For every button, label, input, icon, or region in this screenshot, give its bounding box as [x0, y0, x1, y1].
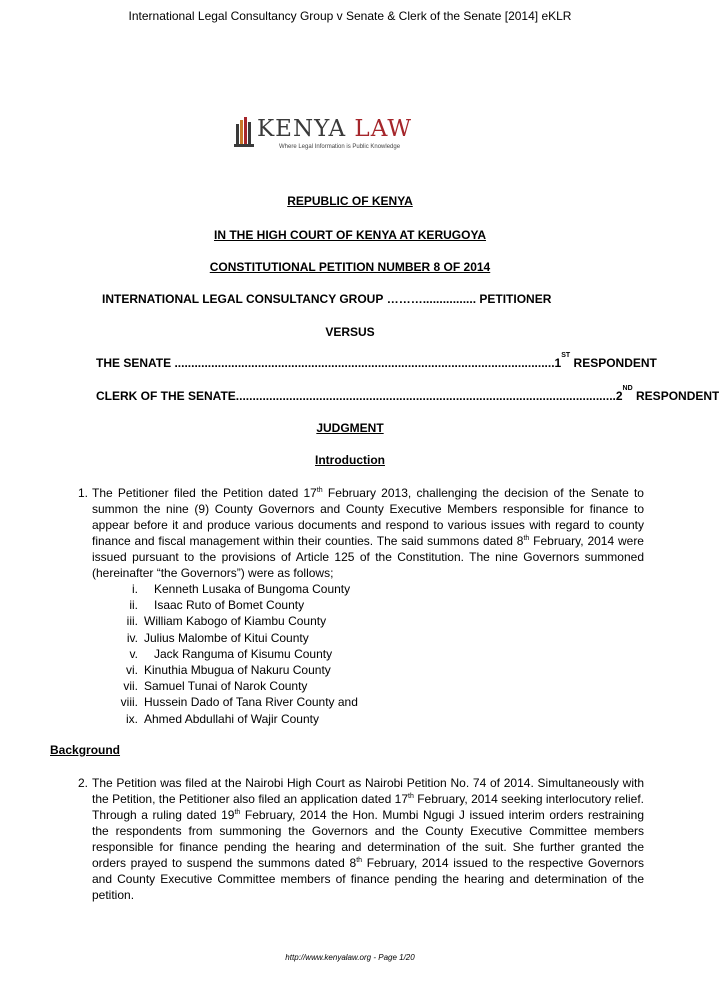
petitioner-role: PETITIONER	[479, 292, 552, 306]
background-heading: Background	[50, 743, 121, 757]
list-numeral: v.	[129, 646, 138, 661]
governor-name: Kinuthia Mbugua of Nakuru County	[144, 663, 331, 678]
dot-leader: ..................................................................................................................	[174, 356, 555, 370]
paragraph-2	[78, 775, 644, 903]
paragraph-number: 1.	[78, 486, 89, 500]
governor-list-item	[110, 630, 358, 646]
governor-name: Kenneth Lusaka of Bungoma County	[154, 582, 351, 596]
text: February, 2014 issued to the respective Governors and County Executive Committee members of finance pending the hearing and determination of the petition.	[92, 856, 644, 902]
petitioner-line	[102, 292, 590, 306]
list-numeral: i.	[132, 582, 138, 596]
respondent-ordinal: 1	[554, 356, 562, 370]
paragraph-1	[78, 485, 644, 581]
governor-name: Samuel Tunai of Narok County	[144, 679, 308, 694]
respondent-role: RESPONDENT	[636, 389, 719, 403]
petitioner-name: INTERNATIONAL LEGAL CONSULTANCY GROUP	[102, 292, 384, 306]
respondent-1-line	[96, 352, 657, 370]
list-numeral: vi.	[126, 663, 138, 678]
text: February 2013, challenging the decision of the Senate to summon the nine (9) County Governors and County Executive Members responsible for finance to appear before it and produce various documents and respond to various issues with regard to county finance and fiscal management within their counties. The said summons dated 8	[92, 486, 644, 548]
governor-list-item	[110, 597, 358, 613]
text: The Petition was filed at the Nairobi High Court as Nairobi Petition No. 74 of 2014. Simultaneously with the Petition, the Petitioner also filed an application dated 17	[92, 776, 644, 806]
governor-name: Julius Malombe of Kitui County	[144, 630, 309, 645]
list-numeral: ii.	[129, 598, 138, 613]
governor-name: Jack Ranguma of Kisumu County	[154, 646, 333, 661]
kenya-law-logo	[233, 114, 433, 154]
governor-list-item	[110, 613, 358, 629]
governor-list-item	[110, 694, 358, 710]
governor-list-item	[110, 662, 358, 678]
dot-leader: ..................................................................................................................	[235, 389, 616, 403]
petition-number-heading: CONSTITUTIONAL PETITION NUMBER 8 OF 2014	[209, 260, 491, 274]
introduction-heading: Introduction	[315, 453, 385, 467]
ordinal-suffix: ST	[561, 352, 571, 359]
governor-list-item	[110, 646, 358, 662]
sup: th	[523, 535, 530, 542]
judgment-heading: JUDGMENT	[316, 421, 384, 435]
respondent-name: CLERK OF THE SENATE	[96, 389, 236, 403]
list-numeral: iii.	[126, 614, 138, 629]
running-header: International Legal Consultancy Group v Senate & Clerk of the Senate [2014] eKLR	[128, 9, 572, 23]
versus-label: VERSUS	[325, 325, 375, 339]
paragraph-number: 2.	[78, 776, 89, 790]
governor-name: Isaac Ruto of Bomet County	[154, 598, 305, 613]
respondent-ordinal: 2	[615, 389, 623, 403]
governor-list-item	[110, 678, 358, 694]
text: February, 2014 seeking interlocutory relief. Through a ruling dated 19	[92, 792, 644, 822]
list-numeral: ix.	[126, 711, 138, 726]
governor-name: William Kabogo of Kiambu County	[144, 614, 327, 629]
text: February, 2014 were issued pursuant to the provisions of Article 125 of the Constitution. The nine Governors summoned (hereinafter “the Governors”) were as follows;	[92, 534, 644, 580]
respondent-role: RESPONDENT	[573, 356, 657, 370]
governor-list-item	[110, 581, 358, 597]
governor-name: Ahmed Abdullahi of Wajir County	[144, 711, 319, 726]
respondent-2-line	[96, 385, 719, 403]
logo-text-law: LAW	[354, 116, 413, 142]
sup: th	[356, 857, 363, 864]
text: February, 2014 the Hon. Mumbi Ngugi J issued interim orders restraining the respondents from summoning the Governors and the County Executive Committee members responsible for finance pending the hearing and determination of the suit. She further granted the orders prayed to suspend the summons dated 8	[92, 808, 644, 870]
sup: th	[234, 809, 241, 816]
ordinal-suffix: ND	[622, 385, 633, 392]
list-numeral: vii.	[123, 679, 138, 694]
list-numeral: viii.	[120, 695, 138, 710]
sup: th	[408, 793, 414, 800]
governors-list	[110, 581, 358, 727]
republic-heading: REPUBLIC OF KENYA	[287, 194, 413, 208]
logo-text-kenya: KENYA	[257, 116, 347, 142]
respondent-name: THE SENATE	[96, 356, 172, 370]
logo-tagline: Where Legal Information is Public Knowledge	[279, 144, 401, 150]
governor-name: Hussein Dado of Tana River County and	[144, 695, 358, 710]
list-numeral: iv.	[126, 630, 138, 645]
dot-leader: ………................	[386, 292, 477, 306]
page-footer: http://www.kenyalaw.org - Page 1/20	[285, 953, 415, 962]
text: The Petitioner filed the Petition dated 17	[92, 486, 317, 500]
governor-list-item	[110, 711, 358, 727]
sup: th	[316, 487, 323, 494]
court-heading: IN THE HIGH COURT OF KENYA AT KERUGOYA	[213, 228, 487, 242]
